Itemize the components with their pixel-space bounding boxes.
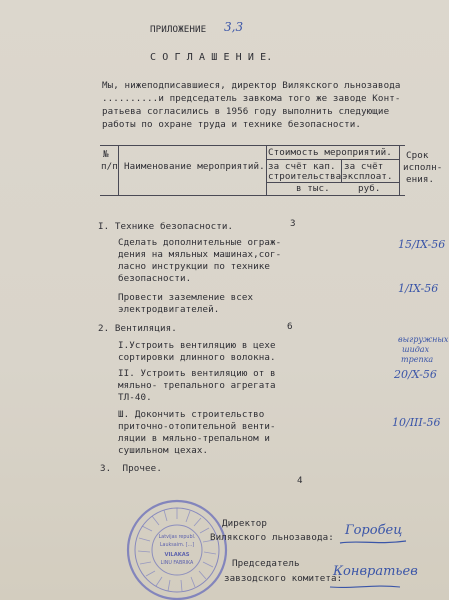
col-divider-1 [118,146,119,195]
chair-signature: Конвратьев [333,564,418,579]
chair-org: завзодского комитета: [224,573,343,584]
s1-item1-deadline: 15/IX-56 [398,238,446,251]
header-cost-own-2: строительства [268,171,342,182]
s2-note-line-3: трепка [401,355,434,364]
s1-item1-line-1: Сделать дополнительные ограж- [118,237,282,248]
intro-line-3: ратьева согласились в 1956 году выполнить следующие [102,106,390,117]
s1-item1-line-2: дения на мяльных машинах,сог- [118,249,282,260]
section-3-title: 3. Прочее. [100,463,162,474]
header-name: Наименование мероприятий. [124,161,265,172]
appendix-label: ПРИЛОЖЕНИЕ [150,24,207,35]
header-num-pp: п/п [101,161,118,172]
s2-item3-deadline: 10/III-56 [392,416,441,429]
s1-item1-line-4: безопасности. [118,273,192,284]
section-3-amount: 4 [297,475,303,486]
s2-item2-line-3: ТЛ-40. [118,392,152,403]
header-cost-other-1: за счёт [344,161,384,172]
s2-note-line-2: шидах [402,345,430,354]
cost-subheader-rule [266,159,399,160]
header-term-2: исполн- [403,162,443,173]
s2-item1-line-1: I.Устроить вентиляцию в цехе [118,340,276,351]
round-seal-stamp [122,496,232,600]
header-cost-other-2: эксплоат. [342,171,393,182]
intro-line-4: работы по охране труда и технике безопасности. [102,119,362,130]
document-title: С О Г Л А Ш Е Н И Е. [150,52,273,63]
director-signature: Горобец [345,523,403,538]
stamp-center-line-2: Lauksaim. [...] [159,543,195,548]
col-divider-2 [266,146,267,195]
s2-item3-line-3: ляции в мяльно-трепальном и [118,433,271,444]
s2-item2-line-2: мяльно- трепального агрегата [118,380,276,391]
s1-item1-line-3: ласно инструкции по технике [118,261,271,272]
director-title: Директор [222,518,268,529]
table-bottom-rule [100,195,405,196]
s2-item3-line-4: сушильном цехах. [118,445,209,456]
header-term-1: Срок [406,150,429,161]
s1-item2-line-1: Провести заземление всех [118,292,254,303]
col-divider-4 [399,146,400,195]
chair-title: Председатель [232,558,300,569]
header-num-symbol: № [103,149,109,160]
stamp-center-line-3: VILAKAS [164,552,190,558]
director-signature-underline [338,538,408,546]
s1-item2-line-2: электродвигателей. [118,304,220,315]
header-cost-title: Стоимость мероприятий. [268,147,392,158]
section-2-title: 2. Вентиляция. [98,323,177,334]
section-2-amount: 6 [287,321,293,332]
section-1-title: I. Технике безопасности. [98,221,234,232]
s1-item2-deadline: 1/IX-56 [398,282,439,295]
chair-signature-underline [328,583,403,591]
s2-note-line-1: выгружных [398,335,449,344]
header-units-thousand: в тыс. [296,183,330,194]
intro-line-1: Мы, нижеподписавшиеся, директор Вилякского льнозавода [102,80,401,91]
s2-item1-line-2: сортировки длинного волокна. [118,352,276,363]
s2-item2-deadline: 20/X-56 [394,368,437,381]
stamp-center-line-4: LINU FABRIKA [160,561,194,566]
appendix-handwritten-number: 3,3 [224,20,244,34]
stamp-center-line-1: Latvijas republ. [158,535,196,540]
table-top-rule [100,145,405,146]
header-units-rub: руб. [358,183,381,194]
intro-line-2: ..........и председатель завкома того же заводе Конт- [102,93,401,104]
section-1-amount: 3 [290,218,296,229]
header-cost-own-1: за счёт кап. [268,161,336,172]
s2-item2-line-1: II. Устроить вентиляцию от в [118,368,276,379]
header-term-3: ения. [406,174,435,185]
s2-item3-line-2: приточно-отопительной венти- [118,421,276,432]
director-org: Вилякского льнозавода: [210,532,334,543]
s2-item3-line-1: Ш. Докончить строительство [118,409,265,420]
